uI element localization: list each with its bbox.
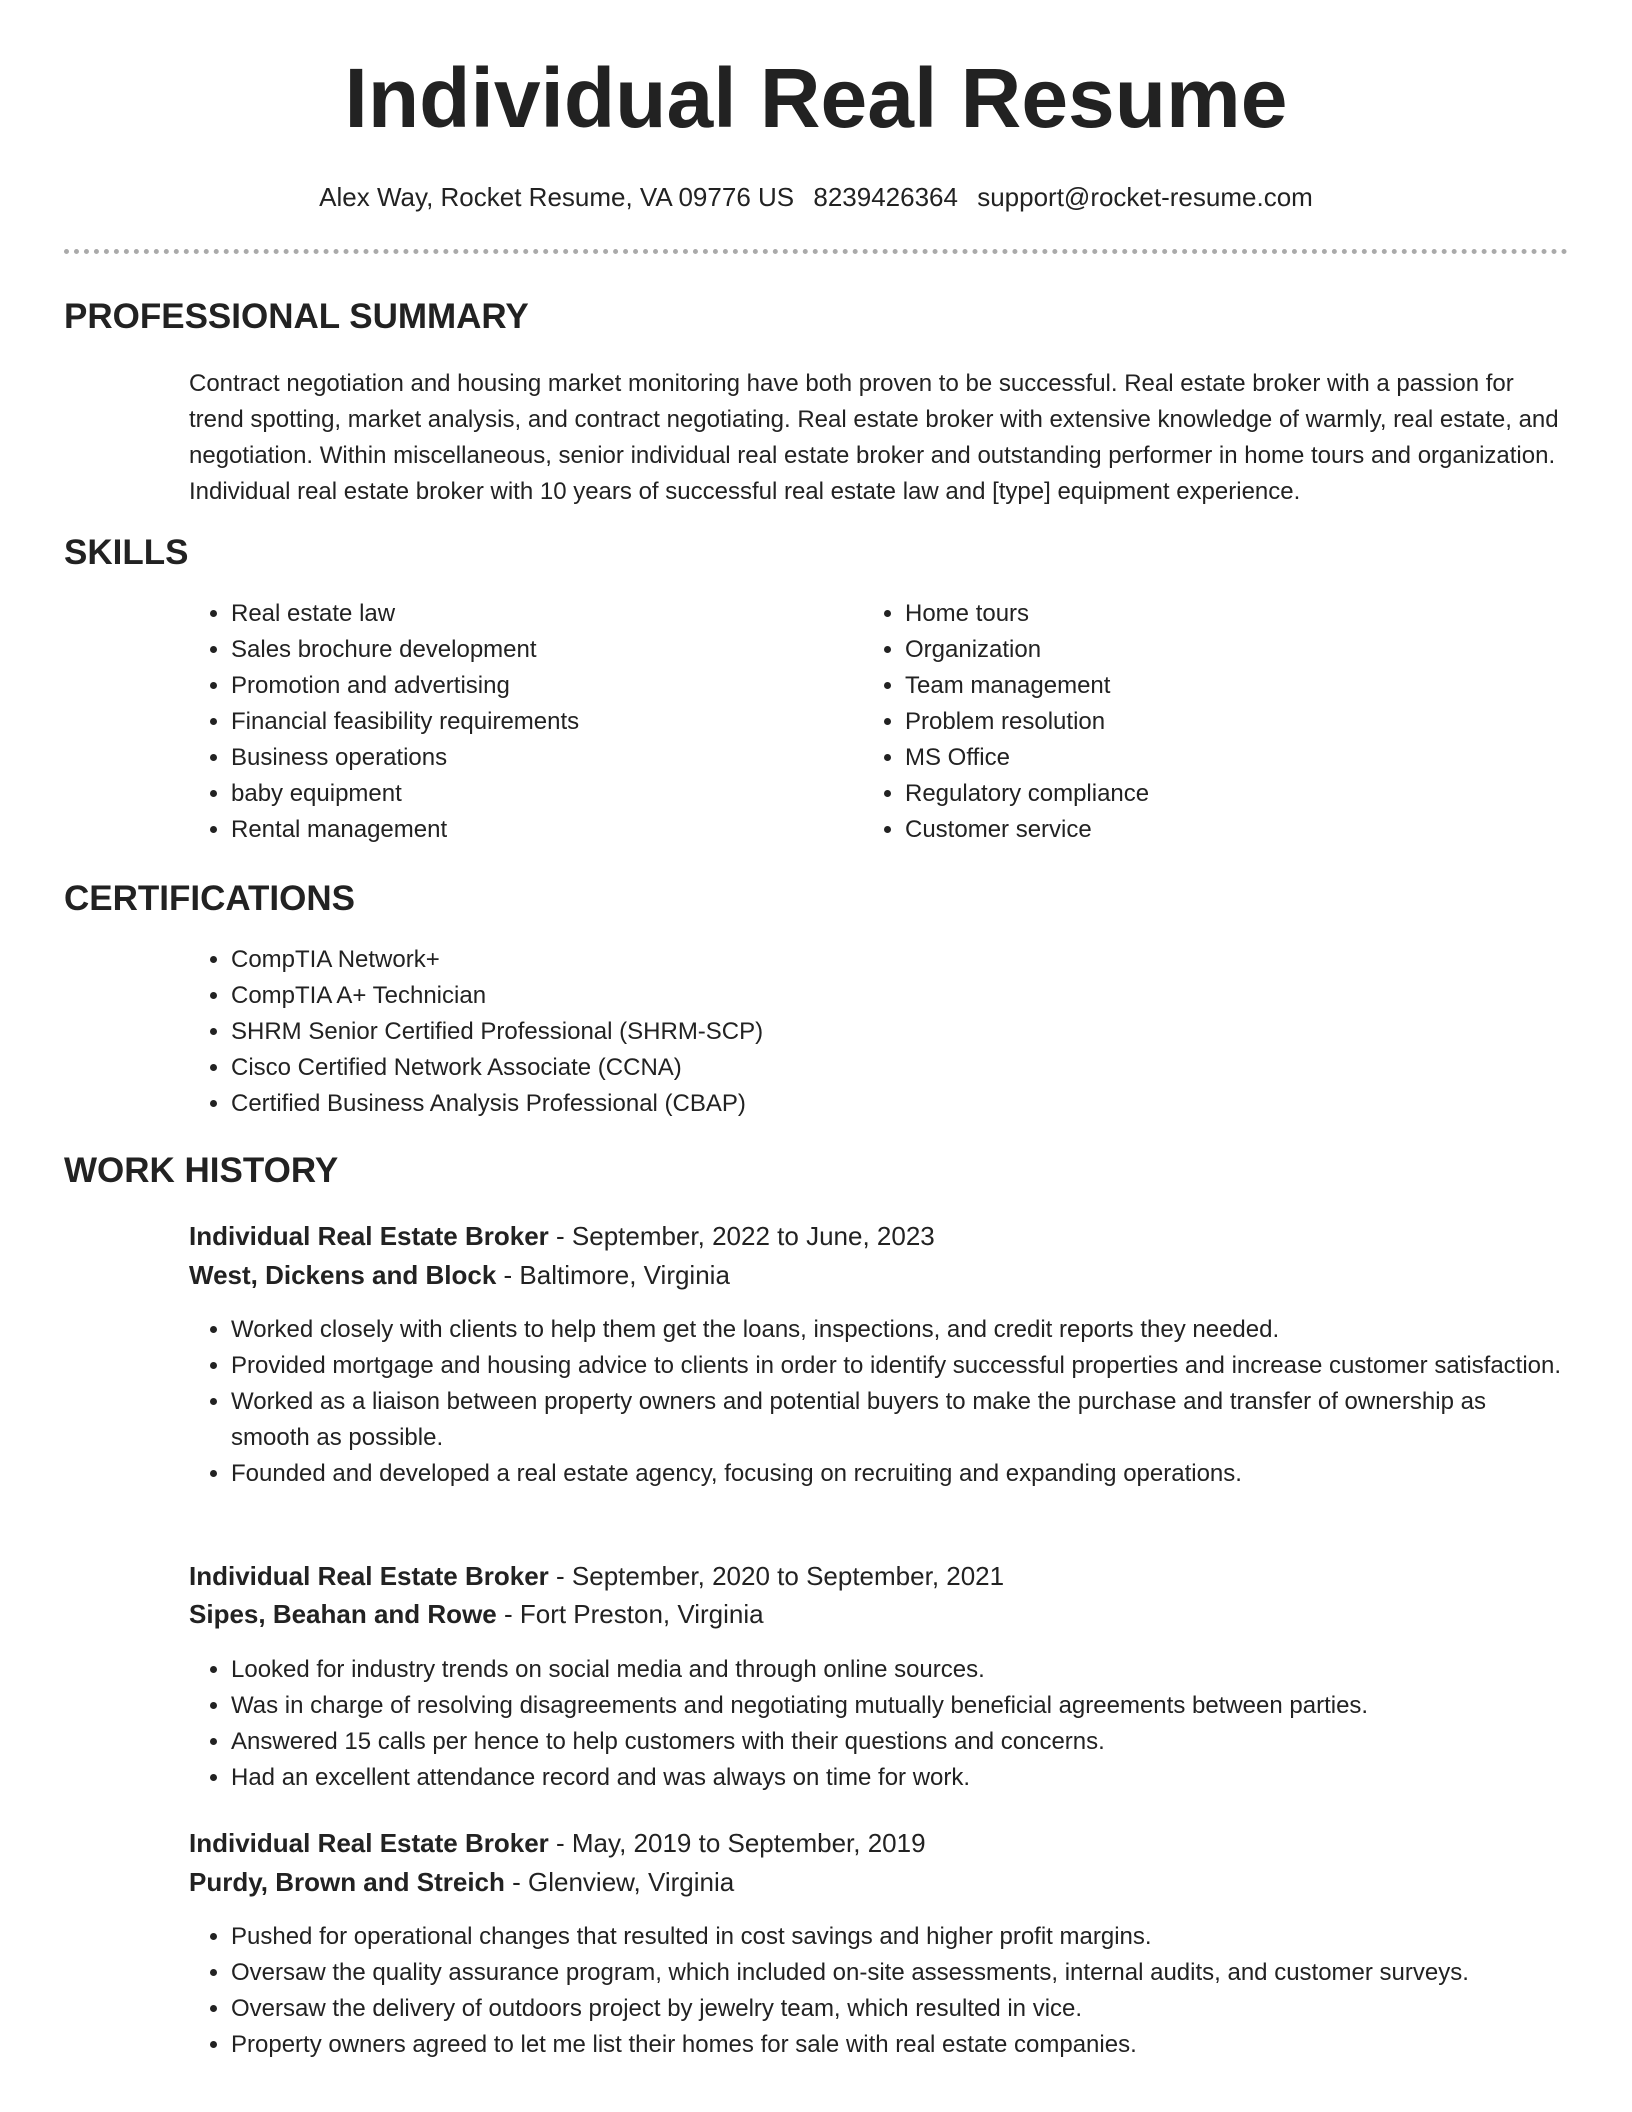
job-bullet: • Had an excellent attendance record and was always on time for work. [231, 1760, 1571, 1796]
contact-phone: 8239426364 [813, 182, 958, 212]
job-employer: West, Dickens and Block [189, 1260, 497, 1290]
job-bullet: • Worked as a liaison between property owners and potential buyers to make the purchase and transfer of ownership as smooth as possible. [231, 1384, 1571, 1456]
job-employer-line [189, 1599, 764, 1630]
job-dates: - September, 2022 to June, 2023 [548, 1221, 935, 1251]
contact-email: support@rocket-resume.com [977, 182, 1313, 212]
job-bullet: • Oversaw the quality assurance program, which included on-site assessments, internal audits, and customer surveys. [231, 1955, 1571, 1991]
skill-item: • baby equipment [231, 776, 851, 812]
certification-item: • Cisco Certified Network Associate (CCNA) [231, 1050, 1531, 1086]
job-title-line [189, 1561, 1004, 1592]
job-title: Individual Real Estate Broker [189, 1561, 549, 1591]
job-location: - Baltimore, Virginia [496, 1260, 730, 1290]
skill-item: • Promotion and advertising [231, 668, 851, 704]
certification-item: • Certified Business Analysis Professional (CBAP) [231, 1086, 1531, 1122]
job-bullet: • Property owners agreed to let me list their homes for sale with real estate companies. [231, 2027, 1571, 2063]
certifications-list [187, 942, 1531, 1122]
skill-item: • Organization [905, 632, 1525, 668]
skills-list-right [861, 596, 1525, 848]
job-employer-line [189, 1867, 734, 1898]
job-bullet: • Pushed for operational changes that resulted in cost savings and higher profit margins. [231, 1919, 1571, 1955]
certifications-heading: CERTIFICATIONS [64, 879, 356, 918]
skill-item: • Team management [905, 668, 1525, 704]
skill-item: • Home tours [905, 596, 1525, 632]
job-dates: - May, 2019 to September, 2019 [548, 1828, 926, 1858]
job-title: Individual Real Estate Broker [189, 1828, 549, 1858]
certification-item: • CompTIA Network+ [231, 942, 1531, 978]
job-bullet: • Was in charge of resolving disagreements and negotiating mutually beneficial agreements between parties. [231, 1688, 1571, 1724]
job-bullet: • Looked for industry trends on social media and through online sources. [231, 1652, 1571, 1688]
skill-item: • Regulatory compliance [905, 776, 1525, 812]
job-employer-line [189, 1260, 730, 1291]
job-bullets [187, 1919, 1571, 2063]
job-bullets [187, 1652, 1571, 1796]
skill-item: • Real estate law [231, 596, 851, 632]
job-location: - Fort Preston, Virginia [496, 1599, 764, 1629]
contact-address: Alex Way, Rocket Resume, VA 09776 US [319, 182, 795, 212]
work-history-heading: WORK HISTORY [64, 1151, 339, 1190]
job-bullet: • Worked closely with clients to help them get the loans, inspections, and credit reports they needed. [231, 1312, 1571, 1348]
skill-item: • Rental management [231, 812, 851, 848]
job-title: Individual Real Estate Broker [189, 1221, 549, 1251]
certification-item: • CompTIA A+ Technician [231, 978, 1531, 1014]
job-bullet: • Provided mortgage and housing advice to clients in order to identify successful properties and increase customer satisfaction. [231, 1348, 1571, 1384]
skill-item: • Business operations [231, 740, 851, 776]
skills-list-left [187, 596, 851, 848]
header-divider [64, 249, 1568, 254]
skill-item: • Customer service [905, 812, 1525, 848]
summary-heading: PROFESSIONAL SUMMARY [64, 297, 529, 336]
contact-line [0, 182, 1632, 213]
job-dates: - September, 2020 to September, 2021 [548, 1561, 1005, 1591]
job-employer: Sipes, Beahan and Rowe [189, 1599, 497, 1629]
skill-item: • Financial feasibility requirements [231, 704, 851, 740]
job-bullet: • Oversaw the delivery of outdoors project by jewelry team, which resulted in vice. [231, 1991, 1571, 2027]
job-title-line [189, 1221, 935, 1252]
job-bullet: • Founded and developed a real estate agency, focusing on recruiting and expanding operations. [231, 1456, 1571, 1492]
skill-item: • MS Office [905, 740, 1525, 776]
resume-title: Individual Real Resume [344, 51, 1288, 145]
skill-item: • Problem resolution [905, 704, 1525, 740]
job-bullets [187, 1312, 1571, 1492]
skill-item: • Sales brochure development [231, 632, 851, 668]
certification-item: • SHRM Senior Certified Professional (SHRM-SCP) [231, 1014, 1531, 1050]
job-location: - Glenview, Virginia [504, 1867, 735, 1897]
summary-text: Contract negotiation and housing market monitoring have both proven to be successful. Real estate broker with a passion for trend spotting, market analysis, and contract negotiating. Real estate broker with extensive knowledge of warmly, real estate, and negotiation. Within miscellaneous, senior individual real estate broker and outstanding performer in home tours and organization. Individual real estate broker with 10 years of successful real estate law and [type] equipment experience. [189, 370, 1559, 505]
job-bullet: • Answered 15 calls per hence to help customers with their questions and concerns. [231, 1724, 1571, 1760]
job-title-line [189, 1828, 926, 1859]
skills-heading: SKILLS [64, 533, 189, 572]
job-employer: Purdy, Brown and Streich [189, 1867, 505, 1897]
